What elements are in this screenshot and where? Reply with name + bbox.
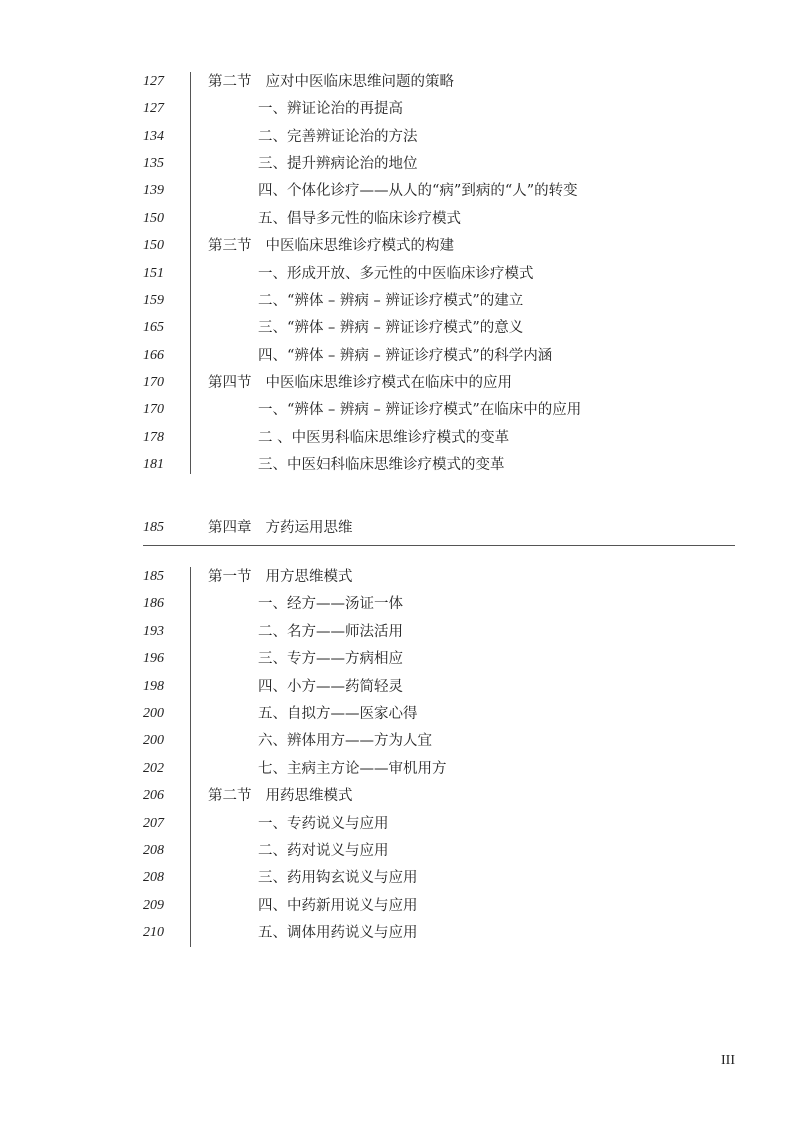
section-title-text: 中医临床思维诊疗模式在临床中的应用 (265, 374, 512, 391)
item-title: 三、“辨体 – 辨病 – 辨证诊疗模式”的意义 (258, 320, 524, 337)
section-label: 第四节 (208, 374, 252, 391)
item-title: 四、个体化诊疗——从人的“病”到病的“人”的转变 (258, 183, 578, 200)
item-title: 一、经方——汤证一体 (258, 596, 403, 613)
item-title: 五、调体用药说义与应用 (258, 925, 418, 942)
item-title: 二、完善辨证论治的方法 (258, 128, 418, 145)
page-number: 208 (143, 870, 164, 886)
section-title (208, 72, 454, 92)
page-number: 185 (143, 520, 164, 535)
section-title (208, 236, 454, 256)
chapter-title-text: 方药运用思维 (265, 520, 353, 536)
page-number: 200 (143, 733, 164, 749)
page-number: 134 (143, 128, 164, 144)
item-title: 二、名方——师法活用 (258, 623, 403, 640)
chapter-label: 第四章 (208, 520, 252, 536)
toc-block-chapter4 (143, 567, 735, 947)
page-number: 186 (143, 596, 164, 612)
page-number: 135 (143, 156, 164, 172)
page-number: 200 (143, 706, 164, 721)
page-number: 150 (143, 210, 164, 226)
page-number: 181 (143, 457, 164, 473)
page-number: 210 (143, 925, 164, 941)
item-title: 二、“辨体 – 辨病 – 辨证诊疗模式”的建立 (258, 292, 524, 309)
page-number: 170 (143, 374, 164, 390)
section-title (208, 786, 353, 806)
page-number: 139 (143, 183, 164, 199)
section-title-text: 用方思维模式 (265, 569, 353, 585)
page-number: 198 (143, 678, 164, 694)
item-title: 五、倡导多元性的临床诊疗模式 (258, 210, 461, 227)
chapter-title (208, 518, 353, 538)
page-number: 165 (143, 320, 164, 336)
section-label: 第一节 (208, 569, 252, 585)
page-number: 185 (143, 569, 164, 584)
page-number: 208 (143, 843, 164, 858)
page-number: 159 (143, 292, 164, 308)
section-title-text: 中医临床思维诊疗模式的构建 (265, 238, 454, 255)
section-title (208, 373, 512, 393)
page-number: 207 (143, 815, 164, 831)
item-title: 三、药用钩玄说义与应用 (258, 870, 418, 887)
section-title (208, 567, 353, 587)
folio-page-number: III (721, 1053, 735, 1068)
chapter-rule (143, 545, 735, 546)
page-number: 166 (143, 347, 164, 363)
section-title-text: 应对中医临床思维问题的策略 (265, 74, 454, 90)
section-label: 第二节 (208, 74, 252, 90)
divider-line (190, 72, 191, 474)
page-number: 151 (143, 265, 164, 281)
item-title: 三、中医妇科临床思维诊疗模式的变革 (258, 457, 505, 474)
page-number: 178 (143, 429, 164, 445)
page-number: 202 (143, 760, 164, 776)
page-number: 127 (143, 74, 164, 89)
page-number: 196 (143, 651, 164, 667)
item-title: 二、药对说义与应用 (258, 843, 389, 859)
item-title: 五、自拟方——医家心得 (258, 706, 418, 722)
item-title: 六、辨体用方——方为人宜 (258, 733, 432, 750)
item-title: 一、专药说义与应用 (258, 815, 389, 832)
item-title: 四、“辨体 – 辨病 – 辨证诊疗模式”的科学内涵 (258, 347, 553, 364)
section-title-text: 用药思维模式 (265, 788, 353, 805)
item-title: 二 、中医男科临床思维诊疗模式的变革 (258, 429, 510, 446)
chapter-heading[interactable] (143, 518, 735, 538)
item-title: 七、主病主方论——审机用方 (258, 760, 447, 777)
item-title: 四、小方——药简轻灵 (258, 678, 403, 695)
page-number: 127 (143, 101, 164, 117)
page-number: 193 (143, 623, 164, 639)
page-number: 150 (143, 238, 164, 254)
item-title: 一、“辨体 – 辨病 – 辨证诊疗模式”在临床中的应用 (258, 402, 582, 419)
divider-line (190, 567, 191, 947)
item-title: 一、辨证论治的再提高 (258, 101, 403, 118)
toc-block-chapter3 (143, 72, 735, 474)
item-title: 三、专方——方病相应 (258, 651, 403, 668)
item-title: 三、提升辨病论治的地位 (258, 156, 418, 173)
page-number: 206 (143, 788, 164, 804)
item-title: 四、中药新用说义与应用 (258, 897, 418, 914)
item-title: 一、形成开放、多元性的中医临床诊疗模式 (258, 265, 534, 282)
page-number: 170 (143, 402, 164, 418)
page-number: 209 (143, 897, 164, 913)
section-label: 第二节 (208, 788, 252, 805)
section-label: 第三节 (208, 238, 252, 255)
